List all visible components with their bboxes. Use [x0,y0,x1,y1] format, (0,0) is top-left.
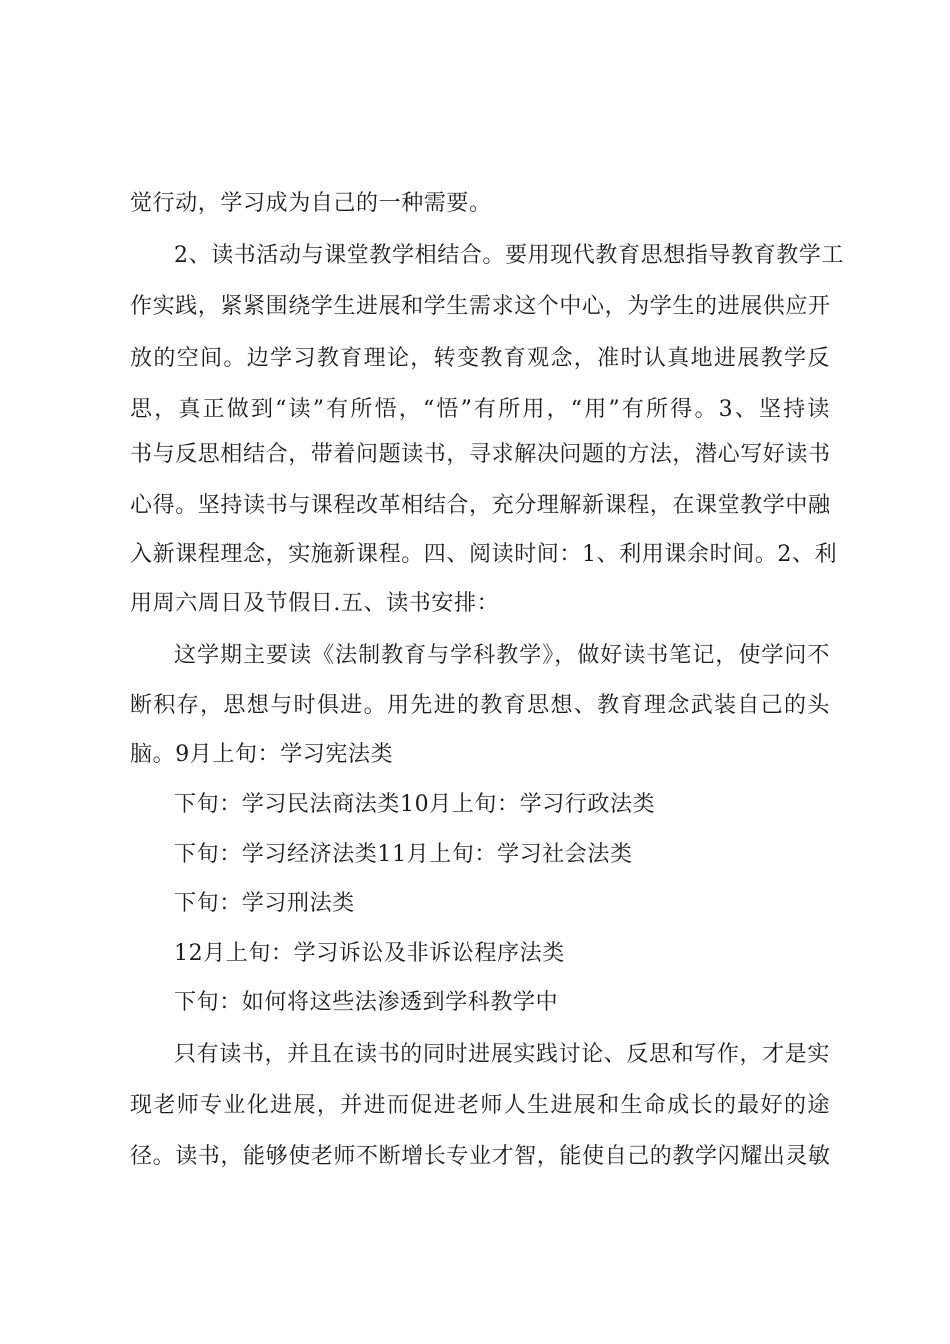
text-line: 只有读书，并且在读书的同时进展实践讨论、反思和写作，才是实 [174,1042,830,1067]
text-line: 下旬：学习民法商法类10月上旬：学习行政法类 [174,792,656,817]
text-line: 作实践，紧紧围绕学生进展和学生需求这个中心，为学生的进展供应开 [130,294,831,319]
text-line: 用周六周日及节假日.五、读书安排： [130,591,500,616]
text-line: 下旬：学习刑法类 [174,891,355,916]
text-line: 书与反思相结合，带着问题读书，寻求解决问题的方法，潜心写好读书 [130,442,831,467]
text-line: 脑。9月上旬：学习宪法类 [130,742,394,767]
text-line: 12月上旬：学习诉讼及非诉讼程序法类 [174,941,565,966]
text-line: 心得。坚持读书与课程改革相结合，充分理解新课程，在课堂教学中融 [130,493,831,518]
text-line: 入新课程理念，实施新课程。四、阅读时间：1、利用课余时间。2、利 [130,542,838,567]
text-line: 下旬：如何将这些法渗透到学科教学中 [174,990,559,1015]
text-line: 2、读书活动与课堂教学相结合。要用现代教育思想指导教育教学工 [174,243,844,268]
text-line: 断积存，思想与时俱进。用先进的教育思想、教育理念武装自己的头 [130,693,830,718]
text-line: 放的空间。边学习教育理论，转变教育观念，准时认真地进展教学反 [130,346,830,371]
text-line: 现老师专业化进展，并进而促进老师人生进展和生命成长的最好的途 [130,1093,830,1118]
text-line: 思，真正做到“读”有所悟，“悟”有所用，“用”有所得。3、坚持读 [130,397,830,422]
text-line: 径。读书，能够使老师不断增长专业才智，能使自己的教学闪耀出灵敏 [130,1144,831,1169]
text-line: 这学期主要读《法制教育与学科教学》，做好读书笔记，使学问不 [174,643,830,668]
text-line: 觉行动，学习成为自己的一种需要。 [130,191,492,216]
text-line: 下旬：学习经济法类11月上旬：学习社会法类 [174,842,633,867]
